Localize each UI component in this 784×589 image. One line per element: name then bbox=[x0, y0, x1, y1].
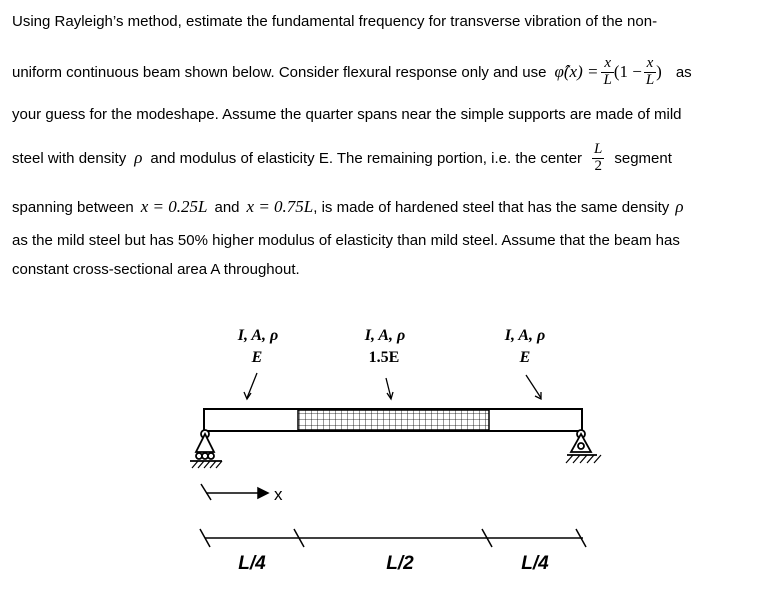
right-section-modulus: E bbox=[519, 349, 531, 366]
line4-text-a: steel with density bbox=[12, 149, 127, 167]
x-axis-label: x bbox=[274, 485, 283, 504]
line2-as: as bbox=[675, 63, 692, 81]
fraction-x-over-l: $\frac{x}{L}$ bbox=[603, 54, 612, 88]
rho-symbol: ρ bbox=[134, 148, 143, 167]
left-section-modulus: E bbox=[251, 349, 263, 366]
rho-symbol-2: ρ bbox=[675, 197, 684, 216]
line4-text-c: segment bbox=[614, 149, 672, 167]
pointer-arrows bbox=[244, 373, 541, 399]
center-section-modulus: 1.5E bbox=[368, 349, 400, 366]
fraction-l-over-2: $\frac{L}{2}$ bbox=[594, 140, 603, 174]
dimension-line bbox=[200, 529, 586, 547]
x-upper-bound: x = 0.75L bbox=[246, 197, 314, 216]
left-roller-support bbox=[190, 430, 222, 468]
line4-text-b: and modulus of elasticity E. The remaining portion, i.e. the center bbox=[150, 149, 583, 167]
dim-left-quarter: L/4 bbox=[238, 553, 266, 574]
problem-line-1: Using Rayleigh’s method, estimate the fundamental frequency for transverse vibration of the non- bbox=[12, 13, 658, 30]
paren-close: ) bbox=[656, 62, 662, 81]
problem-line-6: as the mild steel but has 50% higher modulus of elasticity than mild steel. Assume that the beam has bbox=[12, 232, 680, 249]
right-section-props: I, A, ρ bbox=[504, 327, 546, 344]
dim-right-quarter: L/4 bbox=[521, 553, 549, 574]
paren-open: (1 − bbox=[613, 62, 642, 81]
x-axis-arrow bbox=[201, 484, 268, 500]
modeshape-phi: φ̂(x) = bbox=[554, 62, 599, 81]
left-section-props: I, A, ρ bbox=[237, 327, 279, 344]
line5-text-a: spanning between bbox=[12, 199, 134, 216]
line2-text: uniform continuous beam shown below. Consider flexural response only and use bbox=[12, 63, 547, 81]
dim-center-half: L/2 bbox=[386, 553, 414, 574]
center-section-props: I, A, ρ bbox=[364, 327, 406, 344]
x-lower-bound: x = 0.25L bbox=[140, 197, 208, 216]
right-pin-support bbox=[566, 430, 601, 463]
line5-text-b: and bbox=[214, 199, 240, 216]
fraction-x-over-l-2: $\frac{x}{L}$ bbox=[645, 54, 655, 88]
problem-line-7: constant cross-sectional area A throughout. bbox=[12, 261, 300, 278]
hardened-steel-segment bbox=[298, 410, 489, 430]
line5-text-c: , is made of hardened steel that has the same density bbox=[313, 199, 670, 216]
problem-line-3: your guess for the modeshape. Assume the quarter spans near the simple supports are made of mild bbox=[12, 106, 682, 123]
